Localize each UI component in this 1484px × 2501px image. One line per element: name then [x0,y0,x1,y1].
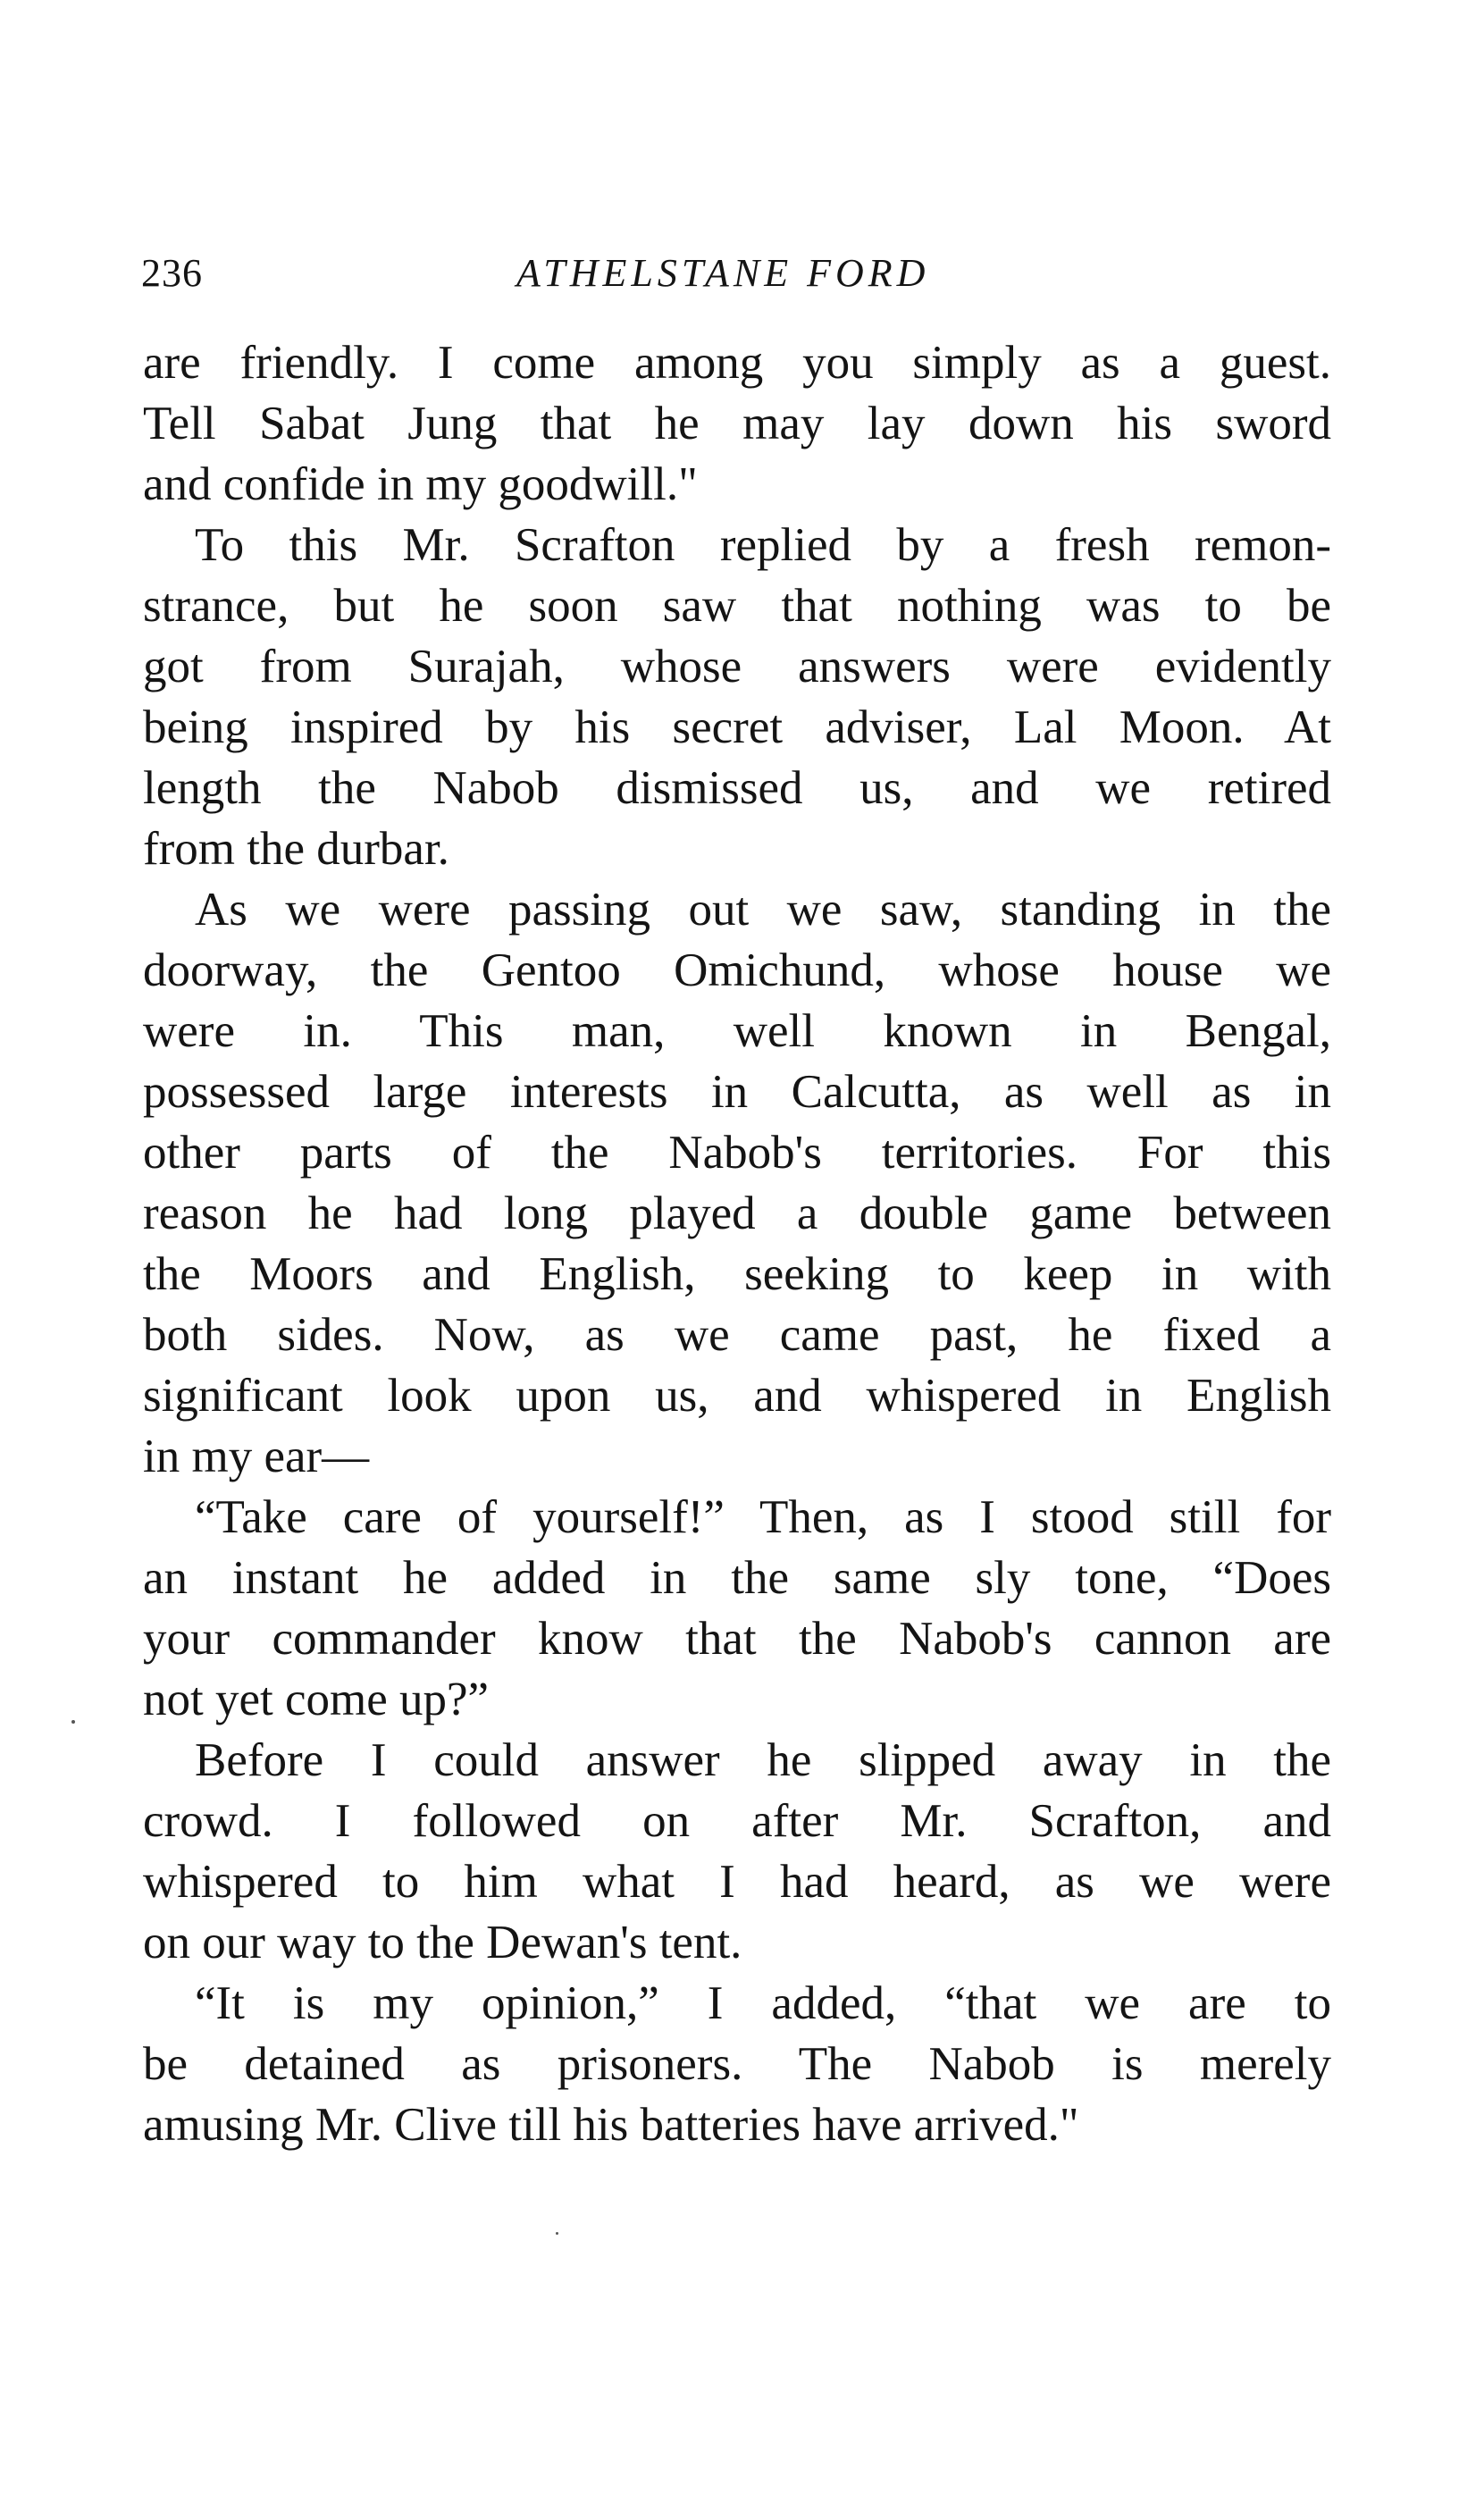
text-line: reason he had long played a double game between [143,1188,1331,1239]
text-line: amusing Mr. Clive till his batteries have arrived." [143,2099,1079,2151]
text-line: significant look upon us, and whispered in English [143,1370,1331,1422]
text-line: possessed large interests in Calcutta, as well as in [143,1066,1331,1118]
text-line: Tell Sabat Jung that he may lay down his sword [143,398,1331,449]
text-line: are friendly. I come among you simply as a guest. [143,337,1331,389]
text-line: the Moors and English, seeking to keep in with [143,1248,1331,1300]
text-line: whispered to him what I had heard, as we were [143,1856,1331,1908]
paragraph-start-line: To this Mr. Scrafton replied by a fresh remon- [195,519,1331,571]
text-line: and confide in my goodwill." [143,458,698,510]
text-line: doorway, the Gentoo Omichund, whose house we [143,944,1331,996]
body-text [143,332,1331,2155]
text-line: your commander know that the Nabob's cannon are [143,1613,1331,1665]
text-line: on our way to the Dewan's tent. [143,1917,742,1968]
text-line: crowd. I followed on after Mr. Scrafton, and [143,1795,1331,1847]
scan-speck [556,2232,558,2235]
text-line: an instant he added in the same sly tone, “Does [143,1552,1331,1604]
text-line: got from Surajah, whose answers were evidently [143,641,1331,692]
text-line: not yet come up?” [143,1674,490,1725]
text-line: were in. This man, well known in Bengal, [143,1005,1331,1057]
scan-speck [71,1720,75,1724]
page-header [141,250,1338,304]
text-line: being inspired by his secret adviser, Lal Moon. At [143,701,1331,753]
text-line: in my ear— [143,1431,370,1482]
paragraph-start-line: “Take care of yourself!” Then, as I stood still for [195,1491,1331,1543]
running-head-title: ATHELSTANE FORD [516,251,930,295]
text-line: strance, but he soon saw that nothing was to be [143,580,1331,632]
paragraph-start-line: Before I could answer he slipped away in the [195,1734,1331,1786]
text-line: both sides. Now, as we came past, he fixed a [143,1309,1331,1361]
paragraph-start-line: As we were passing out we saw, standing in the [195,884,1331,936]
text-line: length the Nabob dismissed us, and we retired [143,762,1331,814]
text-line: be detained as prisoners. The Nabob is merely [143,2038,1331,2090]
text-line: other parts of the Nabob's territories. For this [143,1127,1331,1179]
paragraph-start-line: “It is my opinion,” I added, “that we are to [195,1977,1331,2029]
page-number: 236 [141,251,203,295]
text-line: from the durbar. [143,823,449,875]
